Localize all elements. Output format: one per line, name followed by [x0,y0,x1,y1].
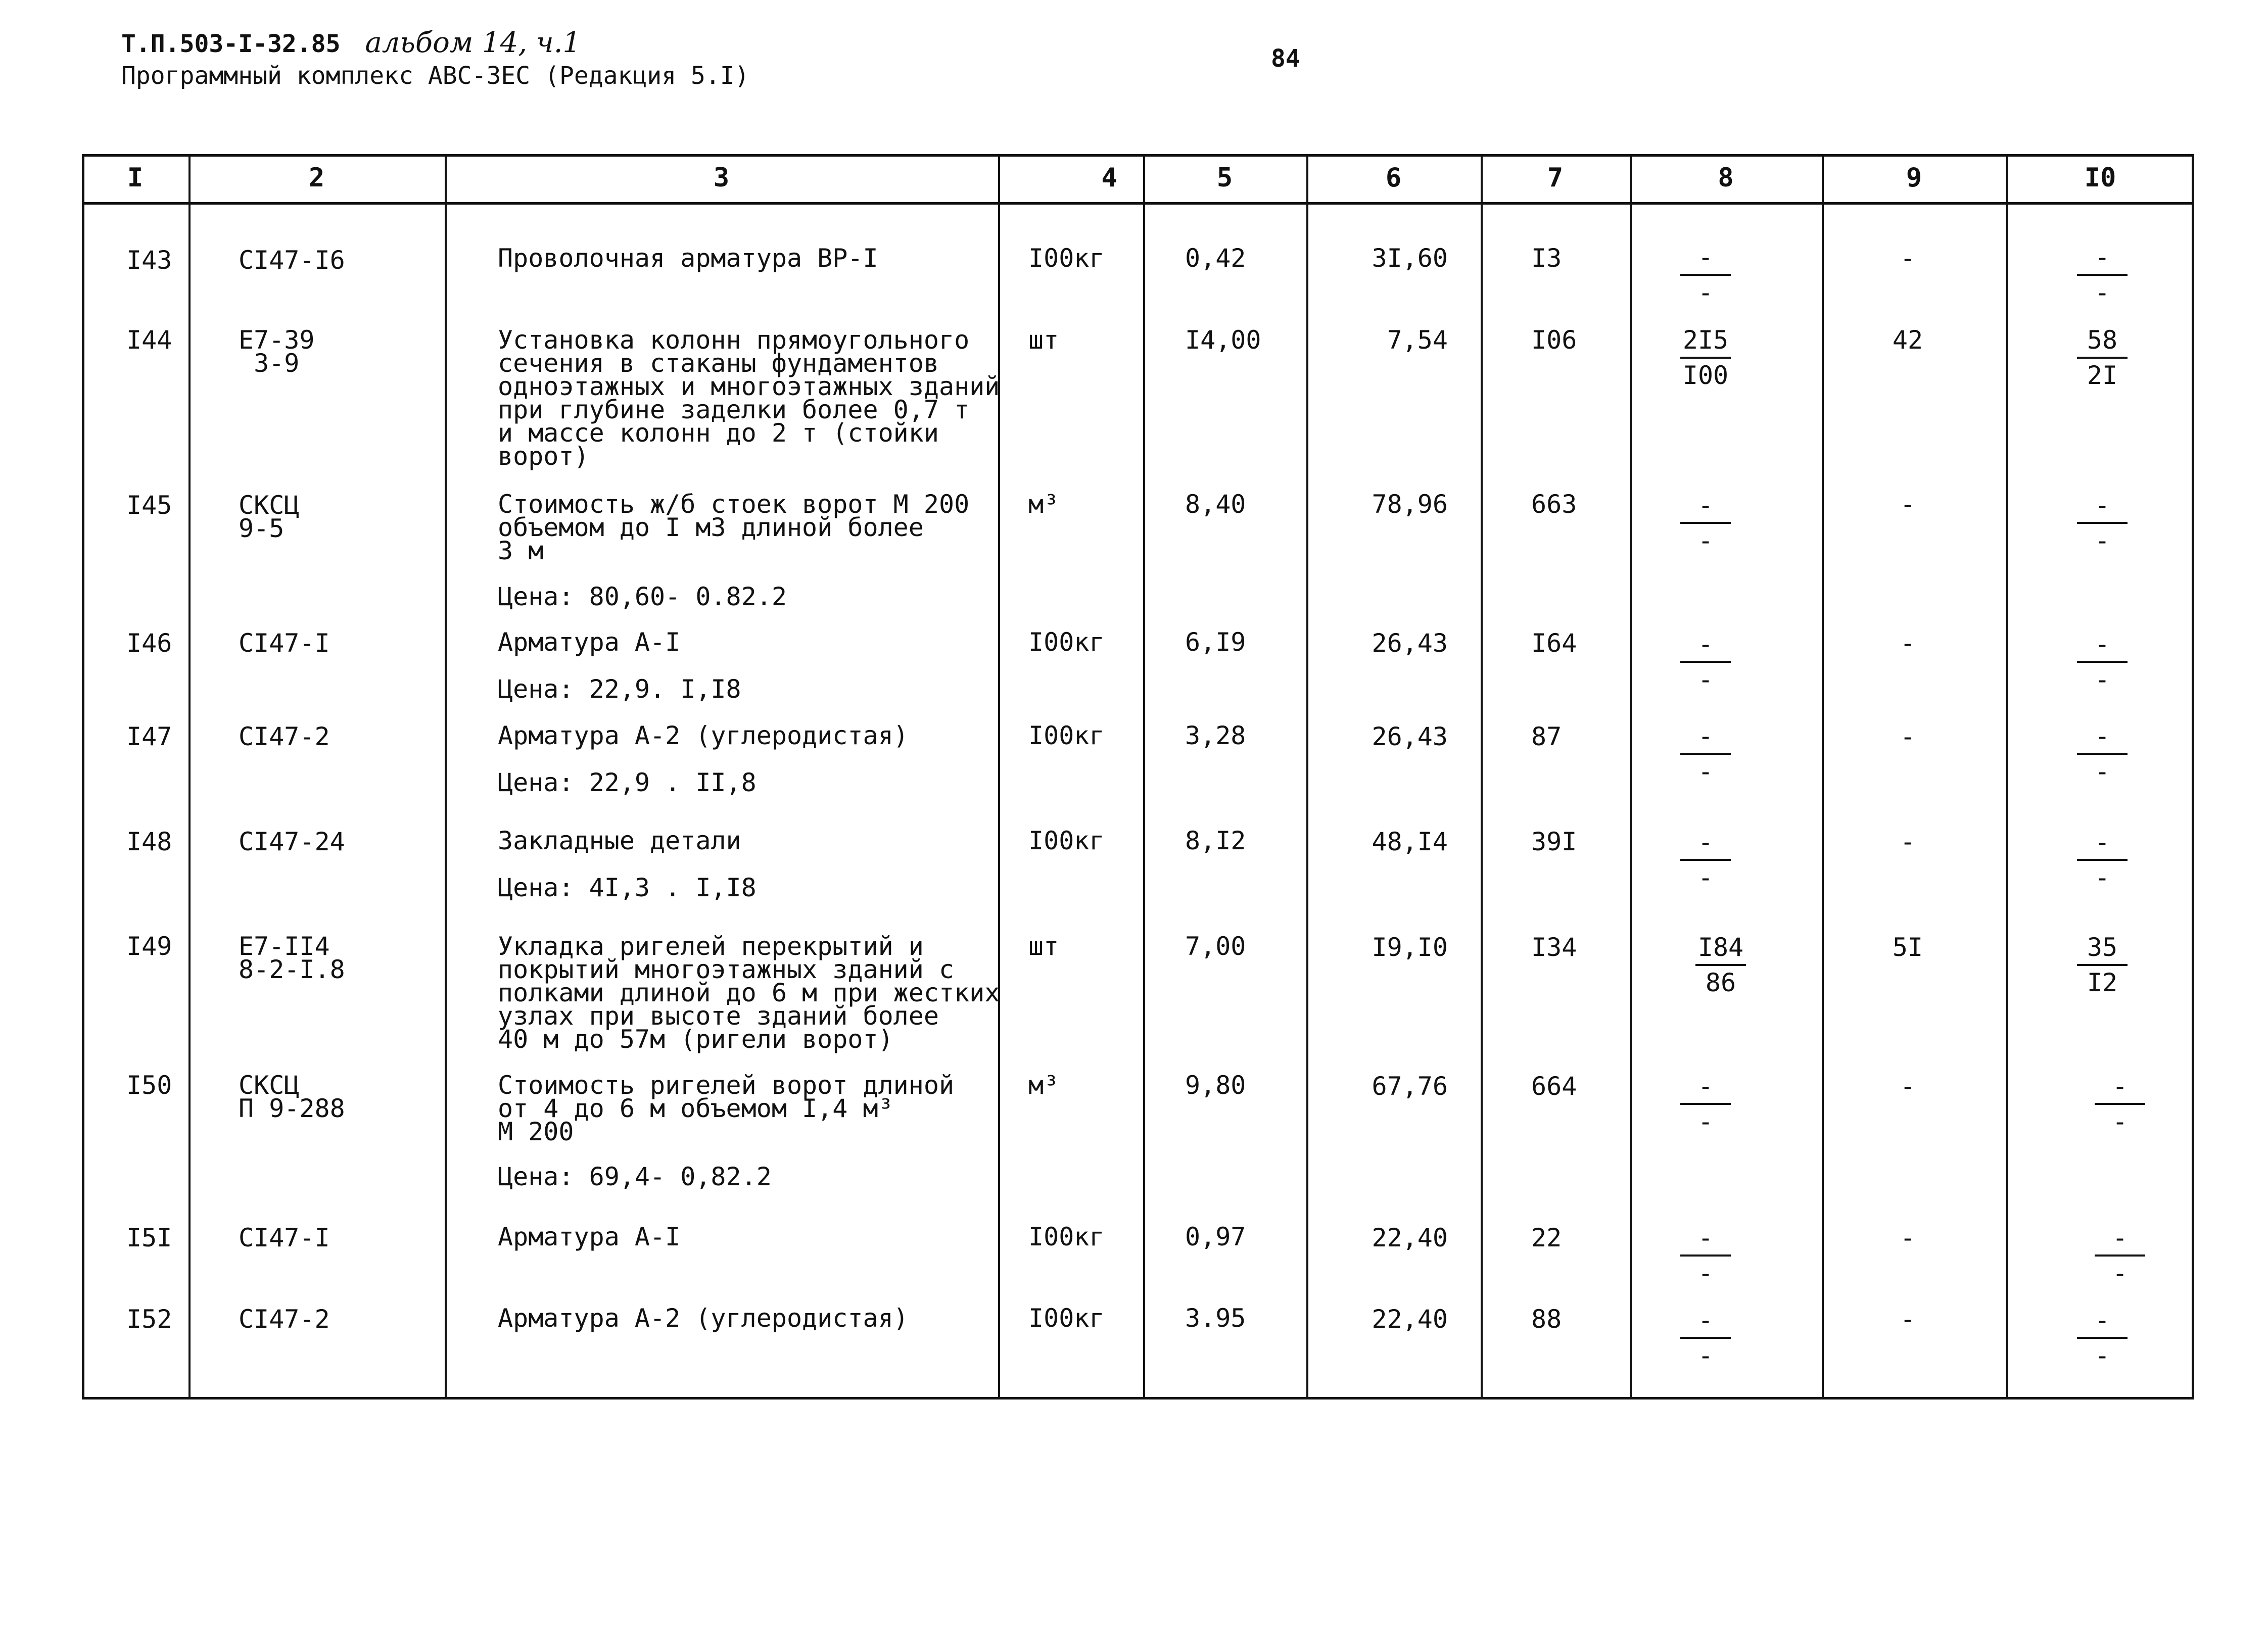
row-col7: 39I [1531,827,1577,856]
row-col9: - [1900,629,1916,658]
row-unit: шт [1028,325,1059,355]
row-unit: I00кг [1028,826,1105,855]
column-divider [445,154,447,1399]
row-col9: - [1900,1072,1916,1101]
row-unit: м³ [1028,1071,1059,1100]
row-col10-fraction: - - [2082,1074,2158,1134]
row-unit: I00кг [1028,721,1105,750]
row-col8-fraction: - - [1668,830,1743,890]
row-col8-fraction: - - [1668,1308,1743,1368]
row-col7: I06 [1531,325,1577,355]
column-divider [1822,154,1824,1399]
row-col9: - [1900,1305,1916,1334]
estimate-table [82,154,2194,1399]
row-quantity: 8,I2 [1185,826,1246,855]
column-number-6: 6 [1385,163,1402,193]
row-unit: I00кг [1028,1304,1105,1333]
row-number: I50 [126,1071,172,1100]
column-divider [2006,154,2008,1399]
row-col10-fraction: - - [2064,245,2140,305]
column-number-7: 7 [1547,163,1564,193]
row-col6: 26,43 [1372,722,1448,751]
row-col7: 663 [1531,490,1577,519]
row-description: Укладка ригелей перекрытий и покрытий многоэтажных зданий с полками длиной до 6 м при жестких узлах при высоте зданий более 40 м до 57м (ригели ворот) [498,932,1000,1054]
program-title: Программный комплекс АВС-ЗЕС (Редакция 5.I) [121,62,749,90]
row-code: СI47-I [239,629,330,658]
row-quantity: 0,97 [1185,1222,1246,1251]
column-number-4: 4 [1101,163,1117,193]
row-col8-fraction: - - [1668,1225,1743,1286]
row-unit: м³ [1028,490,1059,519]
row-code: СКСЦ П 9-288 [239,1071,345,1123]
row-col8-fraction: - - [1668,493,1743,553]
row-col7: 664 [1531,1072,1577,1101]
row-col6: 22,40 [1372,1223,1448,1252]
row-col6: 48,I4 [1372,827,1448,856]
row-unit: I00кг [1028,1222,1105,1251]
row-number: I47 [126,722,172,751]
row-number: I43 [126,246,172,275]
row-unit: I00кг [1028,628,1105,657]
column-number-9: 9 [1906,163,1922,193]
row-col6: 7,54 [1387,325,1448,355]
row-col6: 78,96 [1372,490,1448,519]
row-number: I48 [126,827,172,856]
row-code: СI47-24 [239,827,345,856]
row-col9: - [1900,244,1916,273]
column-number-3: 3 [713,163,730,193]
row-col6: 3I,60 [1372,244,1448,273]
row-col9: 5I [1892,933,1923,962]
row-col10-fraction: 35 I2 [2064,935,2140,995]
row-description: Проволочная арматура ВР-I [498,244,878,273]
row-code: Е7-39 3-9 [239,325,315,378]
row-col9: 42 [1892,325,1923,355]
row-col7: I34 [1531,933,1577,962]
row-code: Е7-II4 8-2-I.8 [239,932,345,984]
row-col7: I3 [1531,244,1562,273]
row-price-note: Цена: 4I,3 . I,I8 [498,873,757,902]
row-description: Арматура А-I [498,628,681,657]
row-col8-fraction: - - [1668,632,1743,692]
row-col10-fraction: - - [2064,1308,2140,1368]
column-divider [1143,154,1145,1399]
row-col7: 22 [1531,1223,1562,1252]
header-rule [82,202,2194,205]
row-code: СI47-2 [239,1305,330,1334]
row-col7: 88 [1531,1305,1562,1334]
row-description: Арматура А-2 (углеродистая) [498,721,909,750]
row-col10-fraction: 58 2I [2064,327,2140,388]
row-description: Закладные детали [498,826,741,855]
row-price-note: Цена: 80,60- 0.82.2 [498,582,787,611]
column-number-1: I [127,163,144,193]
row-col7: 87 [1531,722,1562,751]
document-reference [121,26,581,59]
row-number: I44 [126,325,172,355]
column-number-8: 8 [1718,163,1734,193]
column-number-2: 2 [308,163,325,193]
row-number: I5I [126,1223,172,1252]
row-price-note: Цена: 22,9. I,I8 [498,674,741,704]
row-col6: 26,43 [1372,629,1448,658]
row-number: I49 [126,932,172,961]
row-description: Арматура А-I [498,1222,681,1251]
album-note: альбом 14, ч.1 [365,26,581,59]
row-price-note: Цена: 22,9 . II,8 [498,768,757,797]
row-description: Установка колонн прямоугольного сечения в стаканы фундаментов одноэтажных и многоэтажных зданий при глубине заделки более 0,7 т и массе колонн до 2 т (стойки ворот) [498,325,1000,471]
doc-ref-code: Т.П.503-I-32.85 [121,30,341,58]
row-quantity: 6,I9 [1185,628,1246,657]
row-col6: 22,40 [1372,1305,1448,1334]
page-number: 84 [1271,44,1300,73]
row-col10-fraction: - - [2064,830,2140,890]
row-code: СI47-2 [239,722,330,751]
row-number: I46 [126,629,172,658]
row-number: I52 [126,1305,172,1334]
column-divider [1630,154,1632,1399]
row-description: Арматура А-2 (углеродистая) [498,1304,909,1333]
row-quantity: 8,40 [1185,490,1246,519]
row-col10-fraction: - - [2064,632,2140,692]
row-code: СI47-I [239,1223,330,1252]
column-divider [1306,154,1308,1399]
row-col8-fraction: I84 86 [1683,935,1759,995]
row-code: СI47-I6 [239,246,345,275]
row-description: Стоимость ж/б стоек ворот М 200 объемом до I м3 длиной более 3 м [498,490,970,565]
column-divider [1481,154,1483,1399]
row-quantity: 3,28 [1185,721,1246,750]
row-quantity: 7,00 [1185,932,1246,961]
row-code: СКСЦ 9-5 [239,491,300,543]
column-number-10: I0 [2084,163,2116,193]
row-description: Стоимость ригелей ворот длиной от 4 до 6 м объемом I,4 м³ М 200 [498,1071,955,1146]
row-number: I45 [126,491,172,520]
row-col8-fraction: - - [1668,723,1743,784]
row-quantity: 9,80 [1185,1071,1246,1100]
row-unit: I00кг [1028,244,1105,273]
row-quantity: 3.95 [1185,1304,1246,1333]
row-col9: - [1900,722,1916,751]
row-quantity: I4,00 [1185,325,1261,355]
row-quantity: 0,42 [1185,244,1246,273]
row-col10-fraction: - - [2064,723,2140,784]
column-number-5: 5 [1216,163,1233,193]
row-col9: - [1900,827,1916,856]
row-col8-fraction: - - [1668,245,1743,305]
column-divider [188,154,191,1399]
row-col9: - [1900,1223,1916,1252]
row-col6: I9,I0 [1372,933,1448,962]
row-col8-fraction: - - [1668,1074,1743,1134]
row-col10-fraction: - - [2082,1225,2158,1286]
row-col7: I64 [1531,629,1577,658]
row-price-note: Цена: 69,4- 0,82.2 [498,1162,772,1191]
row-col8-fraction: 2I5 I00 [1668,327,1743,388]
row-unit: шт [1028,932,1059,961]
row-col6: 67,76 [1372,1072,1448,1101]
row-col10-fraction: - - [2064,493,2140,553]
row-col9: - [1900,490,1916,519]
